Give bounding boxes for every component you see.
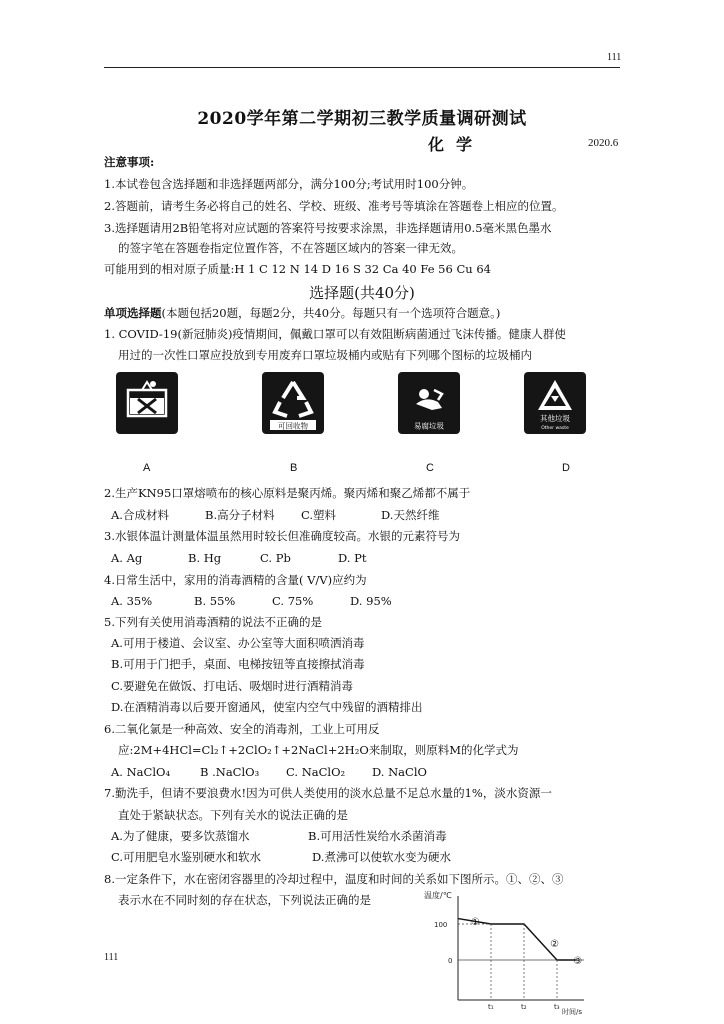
section-intro <box>104 306 500 320</box>
q7-option: A.为了健康，要多饮蒸馏水 <box>111 829 250 843</box>
q8-line1: 8.一定条件下，水在密闭容器里的冷却过程中，温度和时间的关系如下图所示。①、②、③ <box>104 872 564 886</box>
subject-title: 化学 <box>428 135 485 154</box>
q8-line2: 表示水在不同时刻的存在状态，下列说法正确的是 <box>118 893 371 907</box>
q5-option: D.在酒精消毒以后要开窗通风，使室内空气中残留的酒精排出 <box>111 700 423 714</box>
other-waste-icon <box>524 372 586 434</box>
notice-heading: 注意事项: <box>104 155 155 169</box>
q7-line1: 7.勤洗手，但请不要浪费水!因为可供人类使用的淡水总量不足总水量的1%，淡水资源一 <box>104 786 552 800</box>
q3-stem: 3.水银体温计测量体温虽然用时较长但准确度较高。水银的元素符号为 <box>104 529 460 543</box>
trash-icon-c <box>398 372 460 434</box>
q3-option: D. Pt <box>338 551 367 565</box>
q2-option: C.塑料 <box>301 508 337 522</box>
trash-icon-b <box>262 372 324 434</box>
exam-date: 2020.6 <box>588 137 619 149</box>
mask-waste-icon <box>116 372 178 434</box>
q2-option: A.合成材料 <box>111 508 169 522</box>
q6-option: D. NaClO <box>372 765 427 779</box>
icon-d-caption: 其他垃圾 <box>540 414 570 423</box>
q7-option: D.煮沸可以使软水变为硬水 <box>312 850 451 864</box>
y-tick-label: 100 <box>434 921 448 929</box>
section-intro-text: (本题包括20题，每题2分，共40分。每题只有一个选项符合题意。) <box>161 306 501 320</box>
icon-letter-b: B <box>290 462 298 474</box>
q6-line1: 6.二氧化氯是一种高效、安全的消毒剂，工业上可用反 <box>104 722 380 736</box>
icon-b-caption: 可回收物 <box>278 421 308 431</box>
x-tick-label: t₃ <box>554 1003 560 1011</box>
icon-d-subcaption: Other waste <box>541 426 569 431</box>
footer-page-number: 111 <box>104 952 119 963</box>
temperature-time-chart <box>412 888 592 1016</box>
q3-option: A. Ag <box>111 551 143 565</box>
section-title: 选择题(共40分) <box>309 284 415 302</box>
q6-option: A. NaClO₄ <box>111 765 171 779</box>
trash-icon-d <box>524 372 586 434</box>
x-tick-label: t₁ <box>488 1003 494 1011</box>
notice-item: 2.答题前，请考生务必将自己的姓名、学校、班级、准考号等填涂在答题卷上相应的位置。 <box>104 199 564 213</box>
q2-option: D.天然纤维 <box>381 508 440 522</box>
q7-line2: 直处于紧缺状态。下列有关水的说法正确的是 <box>118 808 348 822</box>
q5-option: A.可用于楼道、会议室、办公室等大面积喷洒消毒 <box>111 636 365 650</box>
y-tick-label: 0 <box>448 957 453 965</box>
q5-stem: 5.下列有关使用消毒酒精的说法不正确的是 <box>104 615 322 629</box>
q2-option: B.高分子材料 <box>205 508 275 522</box>
q4-option: B. 55% <box>194 594 236 608</box>
q3-option: B. Hg <box>188 551 222 565</box>
y-axis-label: 温度/℃ <box>424 891 452 900</box>
state-marker: ① <box>470 917 480 929</box>
trash-icon-a <box>116 372 178 434</box>
x-tick-label: t₂ <box>521 1003 527 1011</box>
q1-line2: 用过的一次性口罩应投放到专用废弃口罩垃圾桶内或贴有下列哪个图标的垃圾桶内 <box>118 348 532 362</box>
q7-option: B.可用活性炭给水杀菌消毒 <box>308 829 447 843</box>
x-axis-label: 时间/s <box>562 1008 583 1016</box>
icon-letter-c: C <box>426 462 434 474</box>
notice-item: 1.本试卷包含选择题和非选择题两部分，满分100分;考试用时100分钟。 <box>104 177 474 191</box>
q6-line2: 应:2M+4HCl=Cl₂↑+2ClO₂↑+2NaCl+2H₂O来制取，则原料M的化学式为 <box>118 743 519 757</box>
food-waste-icon <box>398 372 460 434</box>
icon-letter-a: A <box>143 462 151 474</box>
notice-item: 的签字笔在答题卷指定位置作答，不在答题区域内的答案一律无效。 <box>118 241 463 255</box>
q3-option: C. Pb <box>260 551 291 565</box>
q1-line1: 1. COVID-19(新冠肺炎)疫情期间，佩戴口罩可以有效阻断病菌通过飞沫传播。健康人群使 <box>104 327 566 341</box>
icon-letter-d: D <box>562 462 570 474</box>
q4-option: A. 35% <box>111 594 153 608</box>
q4-stem: 4.日常生活中，家用的消毒酒精的含量( V/V)应约为 <box>104 573 367 587</box>
q4-option: C. 75% <box>272 594 314 608</box>
recycle-icon <box>262 372 324 434</box>
q4-option: D. 95% <box>350 594 392 608</box>
notice-item: 3.选择题请用2B铅笔将对应试题的答案符号按要求涂黑，非选择题请用0.5毫米黑色墨水 <box>104 221 552 235</box>
exam-title: 2020学年第二学期初三教学质量调研测试 <box>197 109 527 129</box>
q5-option: B.可用于门把手，桌面、电梯按钮等直接擦拭消毒 <box>111 657 365 671</box>
header-rule <box>104 67 620 68</box>
q6-option: C. NaClO₂ <box>286 765 346 779</box>
q5-option: C.要避免在做饭、打电话、吸烟时进行酒精消毒 <box>111 679 354 693</box>
header-page-number: 111 <box>607 52 622 63</box>
q6-option: B .NaClO₃ <box>200 765 260 779</box>
atomic-masses: 可能用到的相对原子质量:H 1 C 12 N 14 D 16 S 32 Ca 40 Fe 56 Cu 64 <box>104 262 491 276</box>
section-intro-bold: 单项选择题 <box>104 306 162 320</box>
state-marker: ② <box>550 939 560 951</box>
q2-stem: 2.生产KN95口罩熔喷布的核心原料是聚丙烯。聚丙烯和聚乙烯都不属于 <box>104 486 471 500</box>
q7-option: C.可用肥皂水鉴别硬水和软水 <box>111 850 262 864</box>
state-marker: ③ <box>573 956 583 967</box>
icon-c-caption: 易腐垃圾 <box>414 421 444 431</box>
